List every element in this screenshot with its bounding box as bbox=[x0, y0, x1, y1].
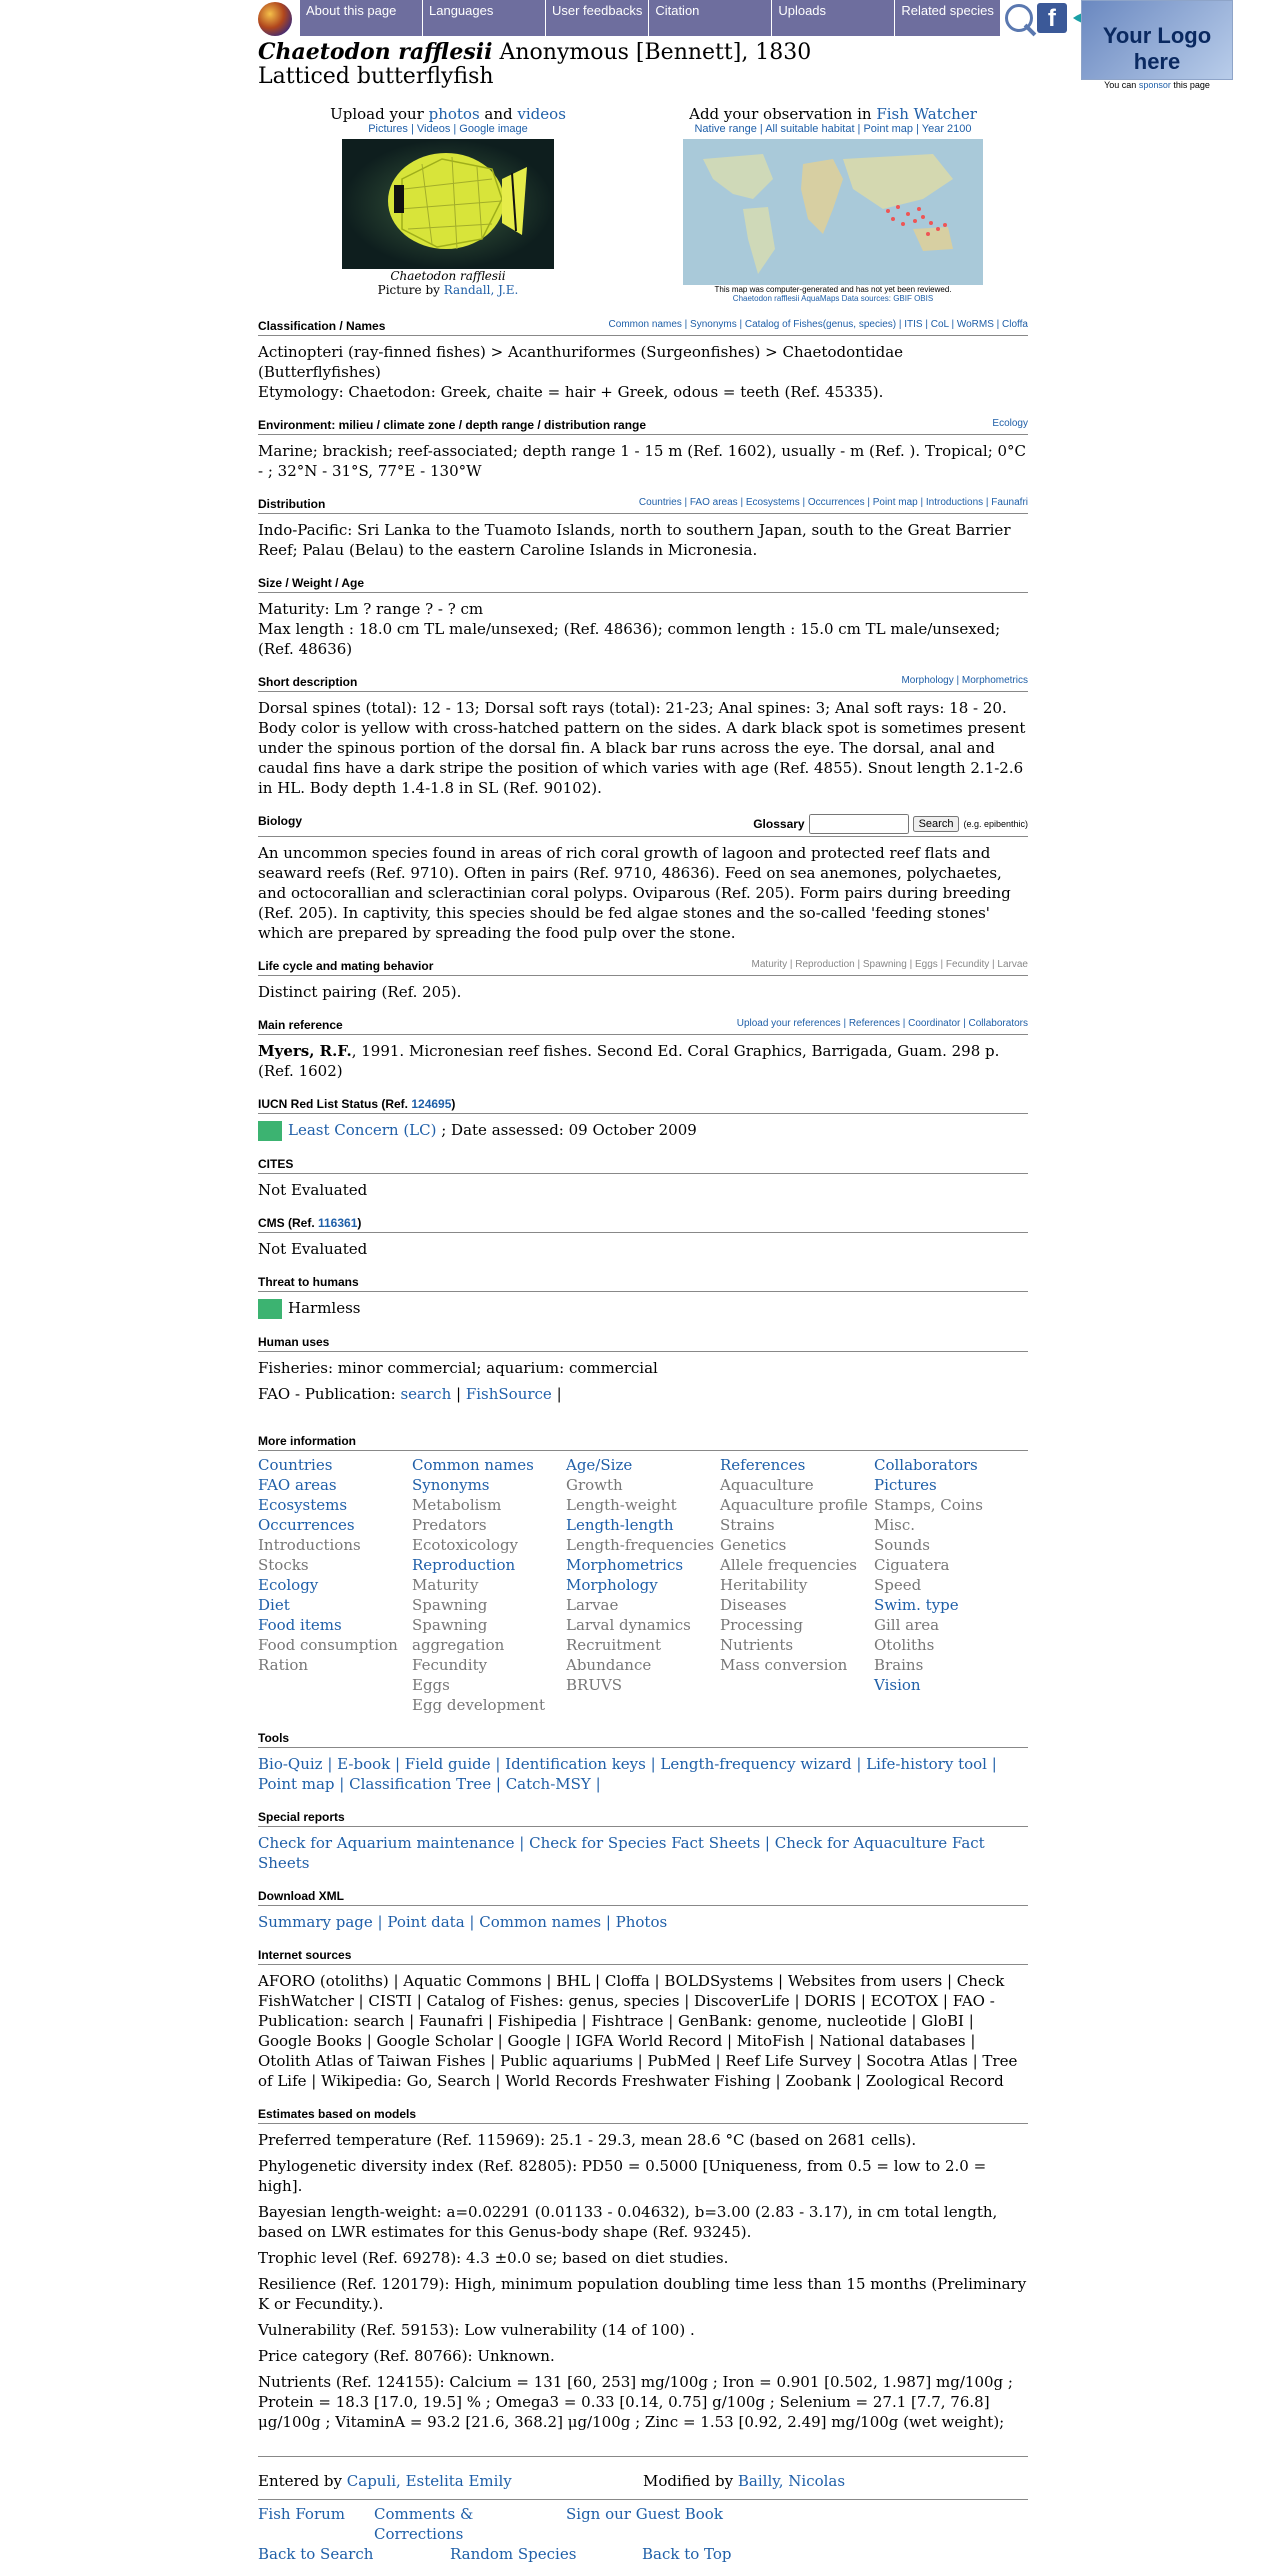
estimate-price: Price category (Ref. 80766): Unknown. bbox=[258, 2347, 555, 2365]
more-info-item: Genetics bbox=[720, 1536, 787, 1554]
more-info-item: Length-frequencies bbox=[566, 1536, 715, 1554]
fishsource-link[interactable]: FishSource bbox=[465, 1385, 552, 1403]
more-info-item: Egg development bbox=[412, 1696, 545, 1714]
more-info-item: Heritability bbox=[720, 1576, 808, 1594]
biology-text: An uncommon species found in areas of rich coral growth of lagoon and protected reef flats and seaward reefs (Ref. 9710). Often in pairs (Ref. 9710, 48636). Feed on sea anemones, polychaetes, and octocorallian and scleractinian coral polyps. Oviparous (Ref. 205). Form pairs during breeding (Ref. 205). In captivity, this species should be fed algae stones and the so-called 'feeding stones' which are prepared by spreading the food pulp over the stone. bbox=[258, 844, 1011, 942]
facebook-icon[interactable]: f bbox=[1037, 3, 1067, 33]
nav-user-feedbacks[interactable]: User feedbacks bbox=[546, 0, 649, 36]
short-description-header: Short description Morphology | Morphometrics bbox=[258, 675, 1028, 692]
more-info-item: Otoliths bbox=[874, 1636, 935, 1654]
iucn-status-swatch bbox=[258, 1121, 282, 1141]
search-icon[interactable] bbox=[1005, 4, 1033, 32]
more-info-item: Sounds bbox=[874, 1536, 930, 1554]
more-info-item[interactable]: Diet bbox=[258, 1596, 290, 1614]
random-species-link[interactable]: Random Species bbox=[450, 2545, 577, 2563]
nav-languages[interactable]: Languages bbox=[423, 0, 546, 36]
iucn-status-link[interactable]: Least Concern (LC) bbox=[288, 1121, 437, 1139]
more-info-item[interactable]: Common names bbox=[412, 1456, 534, 1474]
estimate-nutrients: Nutrients (Ref. 124155): Calcium = 131 [60, 253] mg/100g ; Iron = 0.901 [0.502, 1.987] mg/100g ; Protein = 18.3 [17.0, 19.5] % ; Omega3 = 0.33 [0.14, 0.75] g/100g ; Selenium = 27.1 [7.7, 76.8] μg/100g ; VitaminA = 93.2 [21.6, 368.2] μg/100g ; Zinc = 1.53 [0.92, 2.49] mg/100g (wet weight); bbox=[258, 2373, 1013, 2431]
biology-header: Biology Glossary Search (e.g. epibenthic) bbox=[258, 814, 1028, 837]
cites-text: Not Evaluated bbox=[258, 1181, 368, 1199]
more-col-1 bbox=[258, 1455, 412, 1715]
modified-by-link[interactable]: Bailly, Nicolas bbox=[737, 2472, 846, 2490]
main-reference-header: Main reference Upload your references | References | Coordinator | Collaborators bbox=[258, 1018, 1028, 1035]
more-info-item[interactable]: References bbox=[720, 1456, 806, 1474]
size-header: Size / Weight / Age bbox=[258, 576, 1028, 593]
sponsor-link[interactable]: sponsor bbox=[1138, 80, 1171, 90]
threat-text: Harmless bbox=[258, 1298, 1028, 1319]
more-info-item: Larvae bbox=[566, 1596, 619, 1614]
more-info-item: BRUVS bbox=[566, 1676, 623, 1694]
nav-citation[interactable]: Citation bbox=[649, 0, 772, 36]
comments-link[interactable]: Comments & Corrections bbox=[374, 2505, 474, 2543]
more-info-item: Eggs bbox=[412, 1676, 450, 1694]
human-uses-text: Fisheries: minor commercial; aquarium: commercial FAO - Publication: search | FishSource | bbox=[258, 1359, 658, 1403]
short-description-text: Dorsal spines (total): 12 - 13; Dorsal soft rays (total): 21-23; Anal spines: 3; Anal soft rays: 18 - 20. Body color is yellow with cross-hatched pattern on the sides. A dark black spot is sometimes present under the spinous portion of the dorsal fin. A black bar runs across the eye. The dorsal, anal and caudal fins have a dark stripe the position of which varies with age (Ref. 4855). Snout length 2.1-2.6 in HL. Body depth 1.4-1.8 in SL (Ref. 90102). bbox=[258, 699, 1026, 797]
more-info-item: Spawning bbox=[412, 1596, 488, 1614]
more-info-item: Food consumption bbox=[258, 1636, 398, 1654]
media-row bbox=[258, 105, 1028, 303]
environment-text: Marine; brackish; reef-associated; depth range 1 - 15 m (Ref. 1602), usually - m (Ref. ). Tropical; 0°C - ; 32°N - 31°S, 77°E - 130°W bbox=[258, 442, 1027, 480]
iucn-ref-link[interactable]: 124695 bbox=[411, 1097, 452, 1111]
more-col-3 bbox=[566, 1455, 720, 1715]
entered-by-link[interactable]: Capuli, Estelita Emily bbox=[346, 2472, 512, 2490]
map-sub-links[interactable]: Native range | All suitable habitat | Point map | Year 2100 bbox=[694, 123, 972, 135]
more-info-item[interactable]: Morphometrics bbox=[566, 1556, 684, 1574]
more-info-item: Strains bbox=[720, 1516, 775, 1534]
glossary-input[interactable] bbox=[809, 814, 909, 834]
lifecycle-links[interactable]: Maturity | Reproduction | Spawning | Eggs | Fecundity | Larvae bbox=[751, 959, 1028, 970]
more-info-item: Growth bbox=[566, 1476, 623, 1494]
more-info-item: Metabolism bbox=[412, 1496, 502, 1514]
estimate-bayes: Bayesian length-weight: a=0.02291 (0.01133 - 0.04632), b=3.00 (2.83 - 3.17), in cm total length, based on LWR estimates for this Genus-body shape (Ref. 93245). bbox=[258, 2203, 998, 2241]
environment-header: Environment: milieu / climate zone / depth range / distribution range Ecology bbox=[258, 418, 1028, 435]
xml-links[interactable]: Summary page | Point data | Common names | Photos bbox=[258, 1913, 668, 1931]
map-sources[interactable]: Chaetodon rafflesii AquaMaps Data sources: GBIF OBIS bbox=[732, 294, 934, 303]
common-name: Latticed butterflyfish bbox=[258, 64, 494, 89]
nav-about[interactable]: About this page bbox=[300, 0, 423, 36]
estimate-temperature: Preferred temperature (Ref. 115969): 25.1 - 29.3, mean 28.6 °C (based on 2681 cells). bbox=[258, 2131, 917, 2149]
more-info-item: Gill area bbox=[874, 1616, 940, 1634]
more-info-item[interactable]: FAO areas bbox=[258, 1476, 337, 1494]
size-text: Maturity: Lm ? range ? - ? cm Max length : 18.0 cm TL male/unsexed; (Ref. 48636); common length : 15.0 cm TL male/unsexed; (Ref. 48636) bbox=[258, 600, 1001, 658]
more-info-item: Stamps, Coins Misc. bbox=[874, 1496, 983, 1534]
fishwatcher-link[interactable]: Fish Watcher bbox=[876, 105, 977, 123]
estimate-vulnerability: Vulnerability (Ref. 59153): Low vulnerability (14 of 100) . bbox=[258, 2321, 695, 2339]
tools-header: Tools bbox=[258, 1731, 1028, 1748]
more-info-item: Introductions bbox=[258, 1536, 361, 1554]
more-info-item: Mass conversion bbox=[720, 1656, 848, 1674]
more-info-item: Stocks bbox=[258, 1556, 309, 1574]
estimate-trophic: Trophic level (Ref. 69278): 4.3 ±0.0 se; based on diet studies. bbox=[258, 2249, 729, 2267]
more-info-item: Allele frequencies bbox=[720, 1556, 857, 1574]
more-info-item[interactable]: Vision bbox=[874, 1676, 921, 1694]
more-info-item[interactable]: Collaborators bbox=[874, 1456, 978, 1474]
more-info-item[interactable]: Occurrences bbox=[258, 1516, 355, 1534]
more-info-item: Aquaculture bbox=[720, 1476, 814, 1494]
more-info-item: Predators bbox=[412, 1516, 487, 1534]
more-info-item: Fecundity bbox=[412, 1656, 488, 1674]
upload-panel: Upload your photos and videos Pictures | Videos | Google image Chaetodon rafflesii Picture by Randall, J.E. bbox=[258, 105, 638, 303]
back-to-top-link[interactable]: Back to Top bbox=[642, 2545, 732, 2563]
more-col-2 bbox=[412, 1455, 566, 1715]
more-info-item[interactable]: Reproduction bbox=[412, 1556, 516, 1574]
internet-sources-links[interactable]: AFORO (otoliths) | Aquatic Commons | BHL | Cloffa | BOLDSystems | Websites from users | Check FishWatcher | CISTI | Catalog of Fishes: genus, species | DiscoverLife | DORIS | ECOTOX | FAO - Publication: search | Faunafri | Fishipedia | Fishtrace | GenBank: genome, nucleotide | GloBI | Google Books | Google Scholar | Google | IGFA World Record | MitoFish | National databases | Otolith Atlas of Taiwan Fishes | Public aquariums | PubMed | Reef Life Survey | Socotra Atlas | Tree of Life | Wikipedia: Go, Search | World Records Freshwater Fishing | Zoobank | Zoological Record bbox=[258, 1972, 1018, 2090]
more-info-item: Aquaculture profile bbox=[720, 1496, 868, 1514]
more-info-grid bbox=[258, 1455, 1028, 1715]
cms-text: Not Evaluated bbox=[258, 1240, 368, 1258]
distribution-header: Distribution Countries | FAO areas | Ecosystems | Occurrences | Point map | Introductions | Faunafri bbox=[258, 497, 1028, 514]
morphology-links[interactable]: Morphology | Morphometrics bbox=[901, 675, 1028, 686]
more-info-item: Ciguatera bbox=[874, 1556, 950, 1574]
more-info-item[interactable]: Pictures bbox=[874, 1476, 937, 1494]
footer: Entered by Capuli, Estelita Emily Modified by Bailly, Nicolas Fish Forum Comments & Corrections Sign our Guest Book Back to Search Random Species Back to Top bbox=[258, 2456, 1028, 2564]
estimate-phylo: Phylogenetic diversity index (Ref. 82805): PD50 = 0.5000 [Uniqueness, from 0.5 = low to 2.0 = high]. bbox=[258, 2157, 987, 2195]
more-info-item[interactable]: Ecosystems bbox=[258, 1496, 348, 1514]
map-note: This map was computer-generated and has not yet been reviewed. bbox=[714, 285, 952, 294]
glossary-search-button[interactable]: Search bbox=[913, 816, 960, 832]
photographer-link[interactable]: Randall, J.E. bbox=[443, 283, 519, 297]
more-info-item: Speed bbox=[874, 1576, 922, 1594]
special-reports-header: Special reports bbox=[258, 1810, 1028, 1827]
more-info-item: Processing bbox=[720, 1616, 804, 1634]
distribution-text: Indo-Pacific: Sri Lanka to the Tuamoto Islands, north to southern Japan, south to the Great Barrier Reef; Palau (Belau) to the eastern Caroline Islands in Micronesia. bbox=[258, 521, 1011, 559]
more-info-item[interactable]: Morphology bbox=[566, 1576, 658, 1594]
classification-links[interactable]: Common names | Synonyms | Catalog of Fishes(genus, species) | ITIS | CoL | WoRMS | Cloffa bbox=[608, 319, 1028, 330]
fishbase-globe-icon[interactable] bbox=[258, 2, 292, 36]
tools-links[interactable]: Bio-Quiz | E-book | Field guide | Identification keys | Length-frequency wizard | Life-history tool | Point map | Classification Tree | Catch-MSY | bbox=[258, 1755, 997, 1793]
human-uses-header: Human uses bbox=[258, 1335, 1028, 1352]
lifecycle-header: Life cycle and mating behavior Maturity | Reproduction | Spawning | Eggs | Fecundity | Larvae bbox=[258, 959, 1028, 976]
more-info-item[interactable]: Synonyms bbox=[412, 1476, 490, 1494]
more-info-header: More information bbox=[258, 1434, 1028, 1451]
fao-search-link[interactable]: search bbox=[400, 1385, 452, 1403]
threat-header: Threat to humans bbox=[258, 1275, 1028, 1292]
more-info-item: Recruitment bbox=[566, 1636, 662, 1654]
upload-sub-links[interactable]: Pictures | Videos | Google image bbox=[368, 123, 528, 135]
observation-panel: Add your observation in Fish Watcher Native range | All suitable habitat | Point map | Year 2100 This map was computer-generated and has not yet been reviewed. Chaetodon rafflesii AquaMaps Data sources: GBIF OBIS bbox=[638, 105, 1028, 303]
estimate-resilience: Resilience (Ref. 120179): High, minimum population doubling time less than 15 months (Preliminary K or Fecundity.). bbox=[258, 2275, 1027, 2313]
fish-forum-link[interactable]: Fish Forum bbox=[258, 2505, 346, 2523]
videos-link[interactable]: videos bbox=[517, 105, 566, 123]
more-info-item[interactable]: Length-length bbox=[566, 1516, 674, 1534]
more-info-item: Ration bbox=[258, 1656, 309, 1674]
classification-header: Classification / Names Common names | Synonyms | Catalog of Fishes(genus, species) | ITIS | CoL | WoRMS | Cloffa bbox=[258, 319, 1028, 336]
more-info-item[interactable]: Age/Size bbox=[566, 1456, 633, 1474]
sponsor-note: You can sponsor this page bbox=[1104, 80, 1210, 90]
more-info-item[interactable]: Food items bbox=[258, 1616, 342, 1634]
distribution-links[interactable]: Countries | FAO areas | Ecosystems | Occurrences | Point map | Introductions | Faunafri bbox=[638, 497, 1028, 508]
lifecycle-text: Distinct pairing (Ref. 205). bbox=[258, 983, 462, 1001]
cites-header: CITES bbox=[258, 1157, 1028, 1174]
iucn-status: Least Concern (LC) ; Date assessed: 09 October 2009 bbox=[258, 1120, 1028, 1141]
cms-header: CMS (Ref. 116361) bbox=[258, 1216, 1028, 1233]
internet-sources-header: Internet sources bbox=[258, 1948, 1028, 1965]
guest-book-link[interactable]: Sign our Guest Book bbox=[566, 2505, 723, 2523]
special-reports-links[interactable]: Check for Aquarium maintenance | Check for Species Fact Sheets | Check for Aquaculture Fact Sheets bbox=[258, 1834, 985, 1872]
ecology-link[interactable]: Ecology bbox=[992, 418, 1028, 429]
more-info-item: Diseases bbox=[720, 1596, 787, 1614]
nav-uploads[interactable]: Uploads bbox=[772, 0, 895, 36]
more-info-item: Abundance bbox=[566, 1656, 652, 1674]
more-info-item: Spawning aggregation bbox=[412, 1616, 505, 1654]
xml-header: Download XML bbox=[258, 1889, 1028, 1906]
photo-caption: Chaetodon rafflesii bbox=[390, 269, 506, 283]
estimates-header: Estimates based on models bbox=[258, 2107, 1028, 2124]
more-info-item: Nutrients bbox=[720, 1636, 794, 1654]
photos-link[interactable]: photos bbox=[428, 105, 480, 123]
more-info-item[interactable]: Swim. type bbox=[874, 1596, 959, 1614]
threat-swatch bbox=[258, 1299, 282, 1319]
more-info-item: Maturity bbox=[412, 1576, 479, 1594]
reference-links[interactable]: Upload your references | References | Coordinator | Collaborators bbox=[736, 1018, 1028, 1029]
iucn-header: IUCN Red List Status (Ref. 124695) bbox=[258, 1097, 1028, 1114]
more-col-5 bbox=[874, 1455, 1028, 1715]
classification-text: Actinopteri (ray-finned fishes) > Acanthuriformes (Surgeonfishes) > Chaetodontidae (Butterflyfishes) Etymology: Chaetodon: Greek, chaite = hair + Greek, odous = teeth (Ref. 45335). bbox=[258, 343, 904, 401]
species-title: Chaetodon rafflesii Anonymous [Bennett], 1830 bbox=[258, 39, 812, 65]
fish-photo[interactable] bbox=[342, 139, 554, 269]
estimates-text bbox=[258, 2130, 1028, 2432]
top-nav-bar bbox=[258, 0, 1161, 36]
more-info-item[interactable]: Ecology bbox=[258, 1576, 319, 1594]
nav-related-species[interactable]: Related species bbox=[895, 0, 1001, 36]
sponsor-logo[interactable]: Your Logo here bbox=[1081, 0, 1233, 80]
back-to-search-link[interactable]: Back to Search bbox=[258, 2545, 374, 2563]
main-reference-text: Myers, R.F., 1991. Micronesian reef fishes. Second Ed. Coral Graphics, Barrigada, Guam. 298 p. (Ref. 1602) bbox=[258, 1042, 1000, 1080]
more-info-item: Ecotoxicology bbox=[412, 1536, 519, 1554]
more-col-4 bbox=[720, 1455, 874, 1715]
cms-ref-link[interactable]: 116361 bbox=[318, 1216, 358, 1230]
more-info-item: Brains bbox=[874, 1656, 924, 1674]
more-info-item: Larval dynamics bbox=[566, 1616, 691, 1634]
distribution-map[interactable] bbox=[683, 139, 983, 285]
more-info-item: Length-weight bbox=[566, 1496, 677, 1514]
more-info-item[interactable]: Countries bbox=[258, 1456, 333, 1474]
